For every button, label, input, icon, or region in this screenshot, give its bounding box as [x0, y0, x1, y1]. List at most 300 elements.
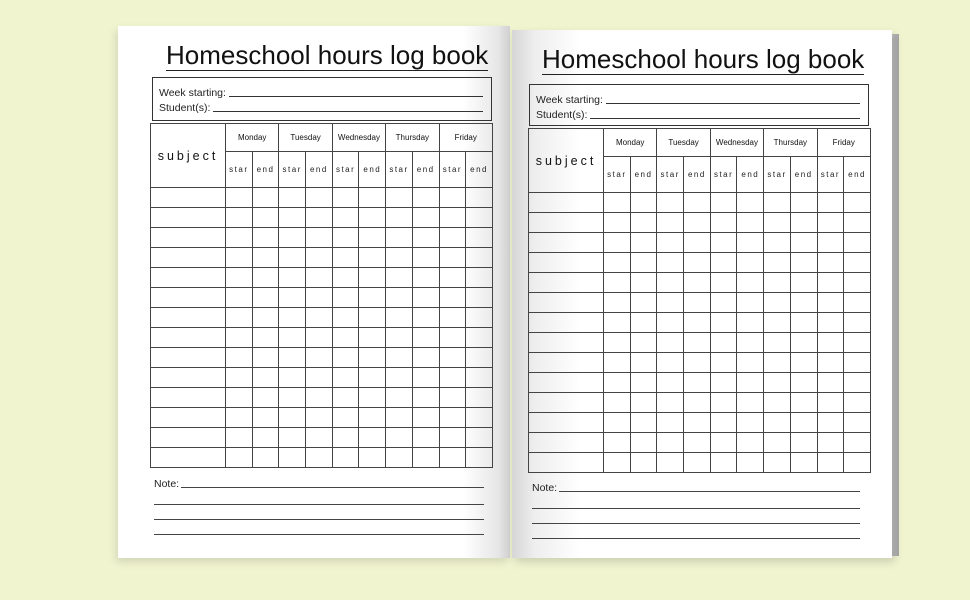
end-time-cell[interactable]: [630, 373, 657, 393]
end-time-cell[interactable]: [630, 413, 657, 433]
end-time-cell[interactable]: [844, 373, 871, 393]
end-time-cell[interactable]: [737, 433, 764, 453]
start-time-cell[interactable]: [657, 373, 684, 393]
start-time-cell[interactable]: [386, 208, 413, 228]
start-time-cell[interactable]: [710, 193, 737, 213]
end-time-cell[interactable]: [630, 193, 657, 213]
start-time-cell[interactable]: [710, 293, 737, 313]
subject-cell[interactable]: [529, 193, 604, 213]
start-time-cell[interactable]: [710, 273, 737, 293]
start-time-cell[interactable]: [279, 248, 306, 268]
start-time-cell[interactable]: [226, 368, 253, 388]
end-time-cell[interactable]: [359, 188, 386, 208]
start-time-cell[interactable]: [657, 353, 684, 373]
start-time-cell[interactable]: [279, 208, 306, 228]
end-time-cell[interactable]: [252, 228, 279, 248]
start-time-cell[interactable]: [657, 253, 684, 273]
end-time-cell[interactable]: [630, 213, 657, 233]
start-time-cell[interactable]: [764, 253, 791, 273]
end-time-cell[interactable]: [790, 413, 817, 433]
end-time-cell[interactable]: [466, 448, 493, 468]
end-time-cell[interactable]: [306, 228, 333, 248]
end-time-cell[interactable]: [359, 228, 386, 248]
start-time-cell[interactable]: [386, 368, 413, 388]
start-time-cell[interactable]: [439, 368, 466, 388]
end-time-cell[interactable]: [790, 293, 817, 313]
start-time-cell[interactable]: [710, 453, 737, 473]
end-time-cell[interactable]: [684, 453, 711, 473]
start-time-cell[interactable]: [279, 448, 306, 468]
subject-cell[interactable]: [151, 208, 226, 228]
end-time-cell[interactable]: [684, 333, 711, 353]
end-time-cell[interactable]: [844, 273, 871, 293]
end-time-cell[interactable]: [306, 408, 333, 428]
subject-cell[interactable]: [529, 353, 604, 373]
start-time-cell[interactable]: [710, 313, 737, 333]
end-time-cell[interactable]: [359, 248, 386, 268]
end-time-cell[interactable]: [630, 253, 657, 273]
start-time-cell[interactable]: [386, 448, 413, 468]
start-time-cell[interactable]: [764, 233, 791, 253]
end-time-cell[interactable]: [359, 208, 386, 228]
start-time-cell[interactable]: [279, 268, 306, 288]
start-time-cell[interactable]: [657, 293, 684, 313]
start-time-cell[interactable]: [604, 213, 631, 233]
end-time-cell[interactable]: [630, 333, 657, 353]
end-time-cell[interactable]: [466, 188, 493, 208]
end-time-cell[interactable]: [252, 328, 279, 348]
start-time-cell[interactable]: [764, 213, 791, 233]
end-time-cell[interactable]: [630, 453, 657, 473]
end-time-cell[interactable]: [844, 233, 871, 253]
end-time-cell[interactable]: [466, 348, 493, 368]
start-time-cell[interactable]: [332, 428, 359, 448]
end-time-cell[interactable]: [252, 308, 279, 328]
subject-cell[interactable]: [529, 373, 604, 393]
end-time-cell[interactable]: [684, 253, 711, 273]
start-time-cell[interactable]: [604, 313, 631, 333]
end-time-cell[interactable]: [466, 208, 493, 228]
subject-cell[interactable]: [151, 248, 226, 268]
start-time-cell[interactable]: [764, 413, 791, 433]
end-time-cell[interactable]: [359, 268, 386, 288]
subject-cell[interactable]: [151, 448, 226, 468]
end-time-cell[interactable]: [737, 233, 764, 253]
end-time-cell[interactable]: [684, 413, 711, 433]
start-time-cell[interactable]: [657, 213, 684, 233]
end-time-cell[interactable]: [252, 428, 279, 448]
start-time-cell[interactable]: [710, 373, 737, 393]
start-time-cell[interactable]: [604, 293, 631, 313]
start-time-cell[interactable]: [710, 433, 737, 453]
start-time-cell[interactable]: [386, 268, 413, 288]
start-time-cell[interactable]: [226, 228, 253, 248]
start-time-cell[interactable]: [817, 213, 844, 233]
start-time-cell[interactable]: [386, 408, 413, 428]
end-time-cell[interactable]: [306, 328, 333, 348]
end-time-cell[interactable]: [790, 333, 817, 353]
start-time-cell[interactable]: [657, 433, 684, 453]
end-time-cell[interactable]: [630, 233, 657, 253]
end-time-cell[interactable]: [684, 373, 711, 393]
end-time-cell[interactable]: [684, 393, 711, 413]
end-time-cell[interactable]: [630, 433, 657, 453]
end-time-cell[interactable]: [630, 393, 657, 413]
end-time-cell[interactable]: [790, 273, 817, 293]
end-time-cell[interactable]: [790, 373, 817, 393]
note-area[interactable]: [154, 474, 484, 535]
start-time-cell[interactable]: [226, 408, 253, 428]
start-time-cell[interactable]: [386, 188, 413, 208]
start-time-cell[interactable]: [657, 233, 684, 253]
start-time-cell[interactable]: [279, 408, 306, 428]
start-time-cell[interactable]: [657, 413, 684, 433]
end-time-cell[interactable]: [359, 368, 386, 388]
start-time-cell[interactable]: [604, 373, 631, 393]
start-time-cell[interactable]: [764, 193, 791, 213]
end-time-cell[interactable]: [412, 188, 439, 208]
end-time-cell[interactable]: [737, 313, 764, 333]
end-time-cell[interactable]: [844, 253, 871, 273]
start-time-cell[interactable]: [439, 288, 466, 308]
start-time-cell[interactable]: [332, 208, 359, 228]
start-time-cell[interactable]: [226, 448, 253, 468]
end-time-cell[interactable]: [466, 328, 493, 348]
end-time-cell[interactable]: [844, 213, 871, 233]
end-time-cell[interactable]: [359, 348, 386, 368]
start-time-cell[interactable]: [279, 388, 306, 408]
note-area[interactable]: [532, 478, 860, 539]
start-time-cell[interactable]: [439, 308, 466, 328]
students-field[interactable]: [536, 105, 860, 121]
start-time-cell[interactable]: [386, 348, 413, 368]
start-time-cell[interactable]: [764, 313, 791, 333]
end-time-cell[interactable]: [790, 433, 817, 453]
end-time-cell[interactable]: [630, 313, 657, 333]
end-time-cell[interactable]: [790, 453, 817, 473]
start-time-cell[interactable]: [710, 233, 737, 253]
end-time-cell[interactable]: [684, 233, 711, 253]
end-time-cell[interactable]: [790, 313, 817, 333]
end-time-cell[interactable]: [790, 353, 817, 373]
start-time-cell[interactable]: [604, 273, 631, 293]
end-time-cell[interactable]: [306, 348, 333, 368]
end-time-cell[interactable]: [844, 433, 871, 453]
start-time-cell[interactable]: [710, 413, 737, 433]
start-time-cell[interactable]: [657, 393, 684, 413]
end-time-cell[interactable]: [684, 293, 711, 313]
week-starting-field[interactable]: [536, 90, 860, 106]
start-time-cell[interactable]: [817, 233, 844, 253]
subject-cell[interactable]: [529, 453, 604, 473]
start-time-cell[interactable]: [279, 428, 306, 448]
end-time-cell[interactable]: [737, 373, 764, 393]
start-time-cell[interactable]: [279, 328, 306, 348]
subject-cell[interactable]: [151, 228, 226, 248]
start-time-cell[interactable]: [439, 248, 466, 268]
end-time-cell[interactable]: [306, 248, 333, 268]
end-time-cell[interactable]: [359, 448, 386, 468]
start-time-cell[interactable]: [332, 248, 359, 268]
start-time-cell[interactable]: [332, 448, 359, 468]
start-time-cell[interactable]: [817, 353, 844, 373]
subject-cell[interactable]: [151, 288, 226, 308]
subject-cell[interactable]: [529, 253, 604, 273]
start-time-cell[interactable]: [332, 408, 359, 428]
end-time-cell[interactable]: [412, 248, 439, 268]
start-time-cell[interactable]: [817, 193, 844, 213]
start-time-cell[interactable]: [332, 288, 359, 308]
end-time-cell[interactable]: [252, 348, 279, 368]
start-time-cell[interactable]: [604, 393, 631, 413]
subject-cell[interactable]: [151, 408, 226, 428]
end-time-cell[interactable]: [466, 408, 493, 428]
start-time-cell[interactable]: [332, 328, 359, 348]
start-time-cell[interactable]: [604, 433, 631, 453]
end-time-cell[interactable]: [684, 213, 711, 233]
end-time-cell[interactable]: [412, 328, 439, 348]
end-time-cell[interactable]: [412, 208, 439, 228]
end-time-cell[interactable]: [306, 368, 333, 388]
start-time-cell[interactable]: [710, 253, 737, 273]
start-time-cell[interactable]: [764, 353, 791, 373]
end-time-cell[interactable]: [252, 288, 279, 308]
end-time-cell[interactable]: [737, 393, 764, 413]
start-time-cell[interactable]: [439, 188, 466, 208]
end-time-cell[interactable]: [252, 188, 279, 208]
start-time-cell[interactable]: [332, 268, 359, 288]
end-time-cell[interactable]: [252, 388, 279, 408]
start-time-cell[interactable]: [226, 308, 253, 328]
start-time-cell[interactable]: [817, 253, 844, 273]
end-time-cell[interactable]: [252, 368, 279, 388]
start-time-cell[interactable]: [439, 388, 466, 408]
end-time-cell[interactable]: [306, 448, 333, 468]
end-time-cell[interactable]: [306, 208, 333, 228]
students-field[interactable]: [159, 98, 483, 114]
start-time-cell[interactable]: [657, 453, 684, 473]
start-time-cell[interactable]: [817, 393, 844, 413]
start-time-cell[interactable]: [332, 188, 359, 208]
start-time-cell[interactable]: [817, 293, 844, 313]
start-time-cell[interactable]: [332, 228, 359, 248]
end-time-cell[interactable]: [630, 353, 657, 373]
start-time-cell[interactable]: [226, 388, 253, 408]
end-time-cell[interactable]: [466, 308, 493, 328]
end-time-cell[interactable]: [359, 308, 386, 328]
start-time-cell[interactable]: [279, 348, 306, 368]
end-time-cell[interactable]: [790, 393, 817, 413]
end-time-cell[interactable]: [306, 388, 333, 408]
start-time-cell[interactable]: [710, 333, 737, 353]
start-time-cell[interactable]: [817, 313, 844, 333]
end-time-cell[interactable]: [412, 268, 439, 288]
start-time-cell[interactable]: [764, 393, 791, 413]
end-time-cell[interactable]: [412, 428, 439, 448]
end-time-cell[interactable]: [252, 248, 279, 268]
start-time-cell[interactable]: [332, 368, 359, 388]
end-time-cell[interactable]: [466, 388, 493, 408]
start-time-cell[interactable]: [657, 273, 684, 293]
start-time-cell[interactable]: [604, 453, 631, 473]
start-time-cell[interactable]: [439, 208, 466, 228]
end-time-cell[interactable]: [737, 333, 764, 353]
end-time-cell[interactable]: [466, 228, 493, 248]
start-time-cell[interactable]: [332, 388, 359, 408]
start-time-cell[interactable]: [226, 288, 253, 308]
start-time-cell[interactable]: [332, 308, 359, 328]
subject-cell[interactable]: [529, 433, 604, 453]
start-time-cell[interactable]: [279, 228, 306, 248]
end-time-cell[interactable]: [252, 448, 279, 468]
end-time-cell[interactable]: [630, 293, 657, 313]
start-time-cell[interactable]: [439, 448, 466, 468]
end-time-cell[interactable]: [359, 428, 386, 448]
end-time-cell[interactable]: [684, 433, 711, 453]
end-time-cell[interactable]: [412, 408, 439, 428]
end-time-cell[interactable]: [844, 313, 871, 333]
end-time-cell[interactable]: [737, 413, 764, 433]
week-starting-field[interactable]: [159, 83, 483, 99]
subject-cell[interactable]: [151, 428, 226, 448]
start-time-cell[interactable]: [710, 353, 737, 373]
end-time-cell[interactable]: [466, 248, 493, 268]
end-time-cell[interactable]: [252, 268, 279, 288]
subject-cell[interactable]: [529, 293, 604, 313]
end-time-cell[interactable]: [359, 408, 386, 428]
start-time-cell[interactable]: [817, 433, 844, 453]
end-time-cell[interactable]: [412, 368, 439, 388]
end-time-cell[interactable]: [790, 253, 817, 273]
start-time-cell[interactable]: [386, 308, 413, 328]
start-time-cell[interactable]: [604, 193, 631, 213]
start-time-cell[interactable]: [226, 268, 253, 288]
end-time-cell[interactable]: [844, 193, 871, 213]
start-time-cell[interactable]: [710, 213, 737, 233]
start-time-cell[interactable]: [439, 348, 466, 368]
end-time-cell[interactable]: [684, 353, 711, 373]
subject-cell[interactable]: [529, 313, 604, 333]
end-time-cell[interactable]: [412, 388, 439, 408]
start-time-cell[interactable]: [439, 228, 466, 248]
start-time-cell[interactable]: [817, 413, 844, 433]
start-time-cell[interactable]: [439, 428, 466, 448]
start-time-cell[interactable]: [279, 288, 306, 308]
end-time-cell[interactable]: [790, 233, 817, 253]
start-time-cell[interactable]: [332, 348, 359, 368]
start-time-cell[interactable]: [604, 333, 631, 353]
start-time-cell[interactable]: [439, 328, 466, 348]
start-time-cell[interactable]: [386, 388, 413, 408]
start-time-cell[interactable]: [604, 233, 631, 253]
subject-cell[interactable]: [529, 333, 604, 353]
end-time-cell[interactable]: [684, 313, 711, 333]
end-time-cell[interactable]: [844, 293, 871, 313]
subject-cell[interactable]: [151, 368, 226, 388]
start-time-cell[interactable]: [657, 313, 684, 333]
end-time-cell[interactable]: [844, 333, 871, 353]
end-time-cell[interactable]: [306, 308, 333, 328]
subject-cell[interactable]: [151, 348, 226, 368]
end-time-cell[interactable]: [790, 193, 817, 213]
start-time-cell[interactable]: [226, 348, 253, 368]
start-time-cell[interactable]: [386, 328, 413, 348]
end-time-cell[interactable]: [844, 413, 871, 433]
subject-cell[interactable]: [529, 413, 604, 433]
start-time-cell[interactable]: [226, 428, 253, 448]
start-time-cell[interactable]: [764, 433, 791, 453]
end-time-cell[interactable]: [359, 388, 386, 408]
end-time-cell[interactable]: [412, 448, 439, 468]
start-time-cell[interactable]: [764, 273, 791, 293]
subject-cell[interactable]: [529, 393, 604, 413]
end-time-cell[interactable]: [737, 353, 764, 373]
subject-cell[interactable]: [151, 188, 226, 208]
subject-cell[interactable]: [151, 308, 226, 328]
end-time-cell[interactable]: [737, 213, 764, 233]
start-time-cell[interactable]: [439, 268, 466, 288]
end-time-cell[interactable]: [466, 368, 493, 388]
subject-cell[interactable]: [151, 388, 226, 408]
start-time-cell[interactable]: [279, 368, 306, 388]
end-time-cell[interactable]: [684, 193, 711, 213]
start-time-cell[interactable]: [604, 253, 631, 273]
end-time-cell[interactable]: [412, 288, 439, 308]
subject-cell[interactable]: [151, 268, 226, 288]
start-time-cell[interactable]: [604, 413, 631, 433]
start-time-cell[interactable]: [764, 333, 791, 353]
start-time-cell[interactable]: [764, 453, 791, 473]
start-time-cell[interactable]: [817, 273, 844, 293]
subject-cell[interactable]: [529, 273, 604, 293]
end-time-cell[interactable]: [359, 328, 386, 348]
start-time-cell[interactable]: [764, 373, 791, 393]
subject-cell[interactable]: [529, 233, 604, 253]
end-time-cell[interactable]: [412, 348, 439, 368]
end-time-cell[interactable]: [306, 268, 333, 288]
end-time-cell[interactable]: [844, 353, 871, 373]
end-time-cell[interactable]: [737, 273, 764, 293]
end-time-cell[interactable]: [466, 268, 493, 288]
start-time-cell[interactable]: [604, 353, 631, 373]
end-time-cell[interactable]: [737, 193, 764, 213]
start-time-cell[interactable]: [817, 333, 844, 353]
start-time-cell[interactable]: [386, 248, 413, 268]
start-time-cell[interactable]: [710, 393, 737, 413]
end-time-cell[interactable]: [306, 188, 333, 208]
start-time-cell[interactable]: [386, 228, 413, 248]
end-time-cell[interactable]: [684, 273, 711, 293]
end-time-cell[interactable]: [412, 308, 439, 328]
start-time-cell[interactable]: [279, 308, 306, 328]
start-time-cell[interactable]: [386, 428, 413, 448]
end-time-cell[interactable]: [737, 453, 764, 473]
end-time-cell[interactable]: [252, 208, 279, 228]
end-time-cell[interactable]: [790, 213, 817, 233]
end-time-cell[interactable]: [466, 288, 493, 308]
end-time-cell[interactable]: [412, 228, 439, 248]
start-time-cell[interactable]: [226, 248, 253, 268]
end-time-cell[interactable]: [737, 293, 764, 313]
end-time-cell[interactable]: [252, 408, 279, 428]
start-time-cell[interactable]: [226, 208, 253, 228]
end-time-cell[interactable]: [306, 288, 333, 308]
start-time-cell[interactable]: [764, 293, 791, 313]
start-time-cell[interactable]: [657, 193, 684, 213]
start-time-cell[interactable]: [279, 188, 306, 208]
end-time-cell[interactable]: [737, 253, 764, 273]
subject-cell[interactable]: [529, 213, 604, 233]
